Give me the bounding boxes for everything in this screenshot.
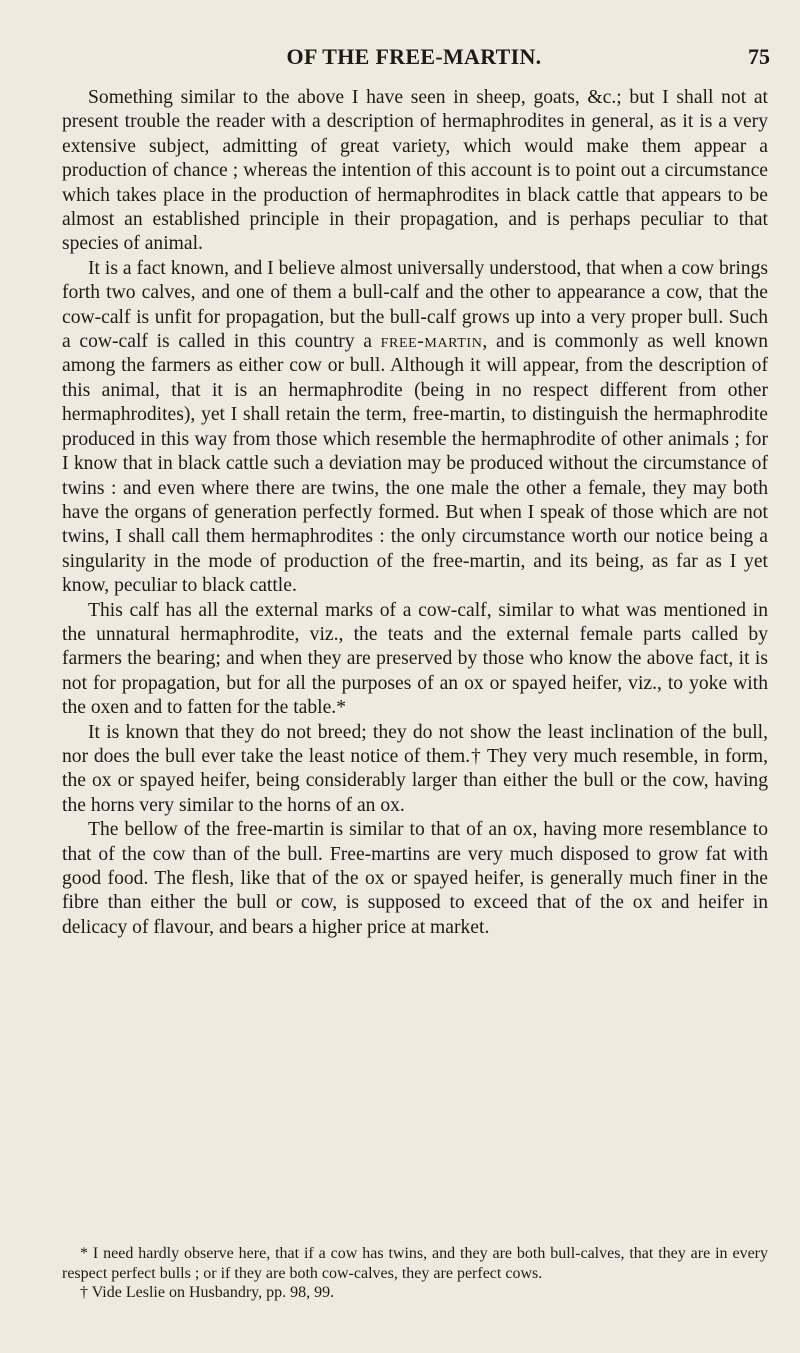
paragraph-3: This calf has all the external marks of a cow-calf, similar to what was mentioned in the unnatural hermaphrodite, viz., the teats and the external female parts called by farmers the bearing; and when they are preserved by those who know the above fact, it is not for propagation, but for all the purposes of an ox or spayed heifer, viz., to yoke with the oxen and to fatten for the table.* [62, 599, 768, 719]
paragraph-4: It is known that they do not breed; they do not show the least inclination of the bull, nor does the bull ever take the least notice of them.† They very much resemble, in form, the ox or spayed heifer, being considerably larger than either the bull or the cow, having the horns very similar to the horns of an ox. [62, 721, 768, 816]
paragraph-1: Something similar to the above I have seen in sheep, goats, &c.; but I shall not at present trouble the reader with a description of hermaphrodites in general, as it is a very extensive subject, admitting of great variety, which would make them appear a production of chance ; whereas the intention of this account is to point out a circumstance which takes place in the production of hermaphrodites in black cattle that appears to be almost an established principle in their propagation, and is perhaps peculiar to that species of animal. [62, 87, 768, 255]
footnotes [62, 1244, 768, 1303]
paragraph-5: The bellow of the free-martin is similar to that of an ox, having more resemblance to that of the cow than of the bull. Free-martins are very much disposed to grow fat with good food. The flesh, like that of the ox or spayed heifer, is generally much finer in the fibre than either the bull or cow, is supposed to exceed that of the ox and heifer in delicacy of flavour, and bears a higher price at market. [62, 819, 768, 938]
footnote-2: † Vide Leslie on Husbandry, pp. 98, 99. [80, 1284, 335, 1302]
running-head [58, 44, 770, 78]
footnote-1: * I need hardly observe here, that if a cow has twins, and they are both bull-calves, that they are in every respect perfect bulls ; or if they are both cow-calves, they are perfect cows. [62, 1245, 768, 1282]
body-text [62, 86, 768, 940]
paragraph-2-text-a: It is a fact known, and I believe almost universally understood, that when a cow brings forth two calves, and one of them a bull-calf and the other to appearance a cow, that the cow-calf is unfit for propagation, but the bull-calf grows up into a very proper bull. Such a cow-calf is called in this country a [62, 257, 768, 353]
term-free-martin: free-martin [380, 331, 483, 353]
running-title: OF THE FREE-MARTIN. [286, 44, 542, 69]
paragraph-2 [62, 257, 768, 599]
paragraph-2-text-b: , and is commonly as well known among the farmers as either cow or bull. Although it will appear, from the description of this animal, that it is an hermaphrodite (being in no respect different from other hermaphrodites), yet I shall retain the term, free-martin, to distinguish the hermaphrodite produced in this way from those which resemble the hermaphrodite of other animals ; for I know that in black cattle such a deviation may be produced without the circumstance of twins : and even where there are twins, the one male the other a female, they may both have the organs of generation perfectly formed. But when I speak of those which are not twins, I shall call them hermaphrodites : the only circumstance worth our notice being a singularity in the mode of production of the free-martin, and its being, as far as I yet know, peculiar to black cattle. [62, 331, 768, 597]
page-number: 75 [748, 44, 770, 69]
